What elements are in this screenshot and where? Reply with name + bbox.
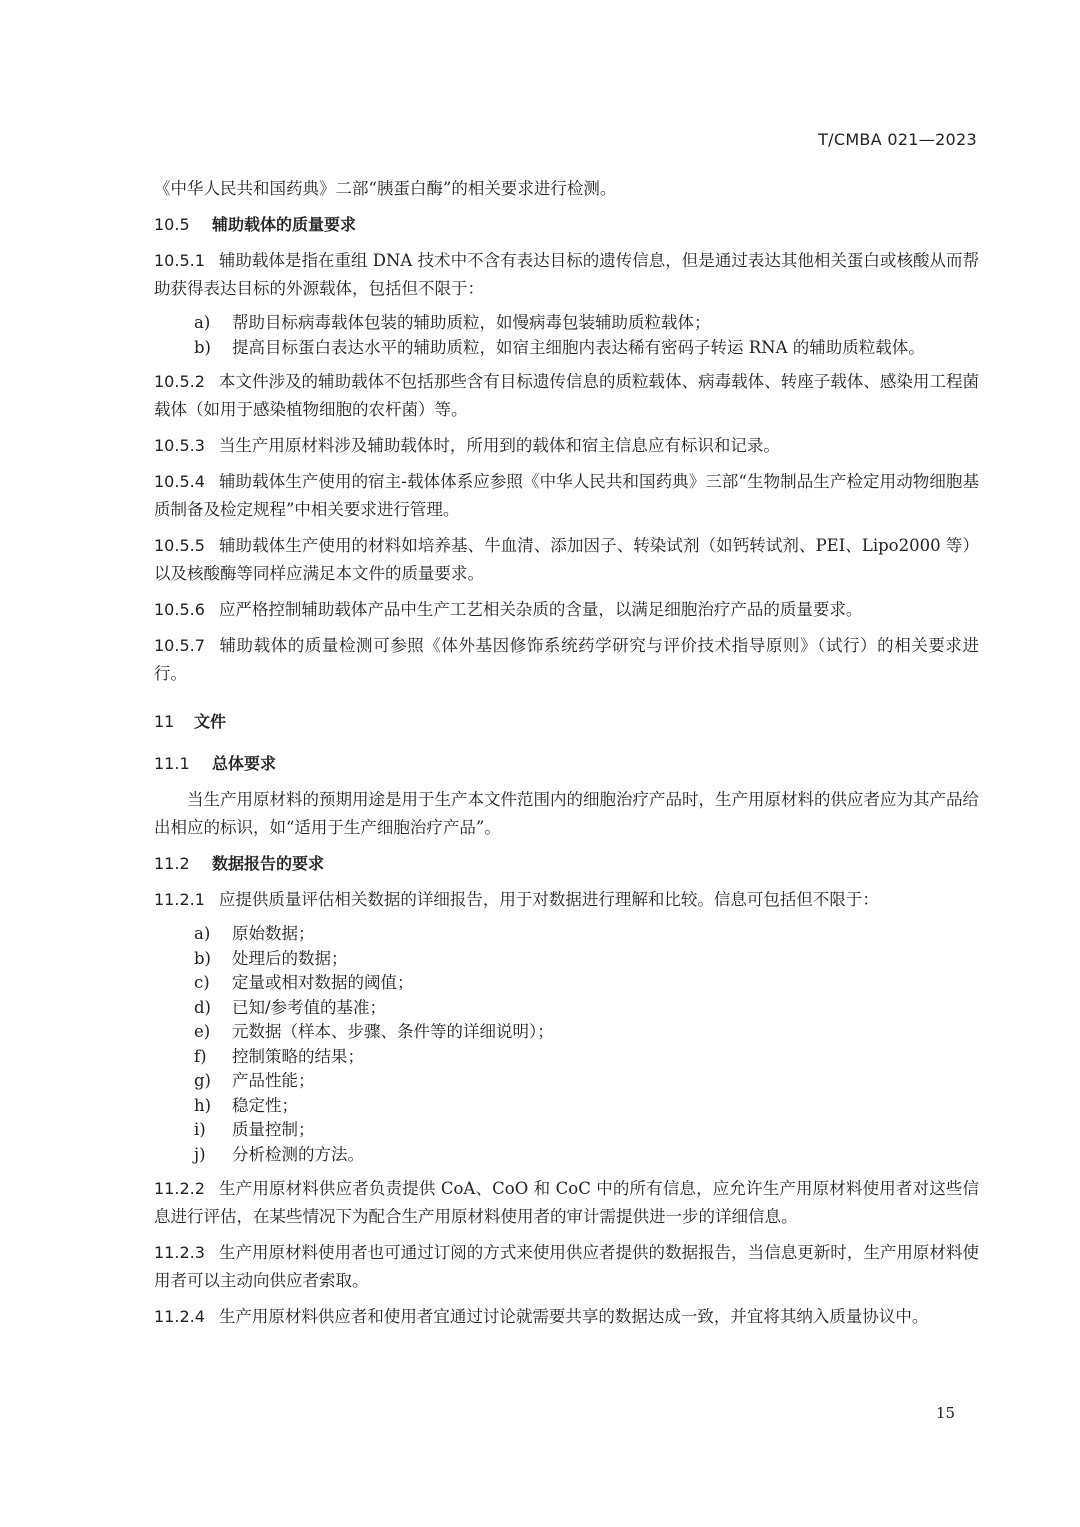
list-10-5-1 <box>154 311 979 360</box>
list-label: j) <box>194 1144 206 1164</box>
list-label: b) <box>194 948 211 968</box>
clause-10-5-2 <box>154 368 979 424</box>
list-item <box>154 922 979 947</box>
list-item <box>154 336 979 361</box>
clause-number: 10.5.5 <box>154 536 205 555</box>
list-text: 定量或相对数据的阈值； <box>232 973 414 992</box>
clause-text: 辅助载体是指在重组 DNA 技术中不含有表达目标的遗传信息，但是通过表达其他相关蛋白或核酸从而帮助获得表达目标的外源载体，包括但不限于： <box>154 251 979 298</box>
list-label: e) <box>194 1022 211 1041</box>
clause-number: 10.5.3 <box>154 436 205 455</box>
clause-text: 本文件涉及的辅助载体不包括那些含有目标遗传信息的质粒载体、病毒载体、转座子载体、感染用工程菌载体（如用于感染植物细胞的农杆菌）等。 <box>154 372 979 419</box>
heading-number: 10.5 <box>154 215 190 234</box>
list-label: g) <box>194 1071 211 1090</box>
page-number: 15 <box>936 1404 956 1422</box>
clause-text: 应严格控制辅助载体产品中生产工艺相关杂质的含量，以满足细胞治疗产品的质量要求。 <box>218 600 863 619</box>
page-content <box>154 175 979 1339</box>
list-text: 帮助目标病毒载体包装的辅助质粒，如慢病毒包装辅助质粒载体； <box>232 313 711 332</box>
list-label: f) <box>194 1046 207 1066</box>
list-text: 稳定性； <box>232 1095 298 1115</box>
heading-11 <box>154 708 979 736</box>
clause-text: 辅助载体的质量检测可参照《体外基因修饰系统药学研究与评价技术指导原则》（试行）的相关要求进行。 <box>154 636 979 683</box>
list-label: b) <box>194 337 211 357</box>
list-label: i) <box>194 1120 206 1139</box>
heading-number: 11.1 <box>154 754 190 773</box>
list-item <box>154 996 979 1021</box>
clause-10-5-4 <box>154 468 979 524</box>
list-text: 控制策略的结果； <box>232 1046 364 1066</box>
clause-text: 当生产用原材料涉及辅助载体时，所用到的载体和宿主信息应有标识和记录。 <box>218 436 780 455</box>
clause-10-5-5 <box>154 532 979 588</box>
clause-11-2-4 <box>154 1303 979 1331</box>
clause-10-5-7 <box>154 632 979 688</box>
clause-10-5-3 <box>154 432 979 460</box>
heading-title: 总体要求 <box>212 754 277 773</box>
heading-number: 11 <box>154 712 175 731</box>
list-label: c) <box>194 973 210 992</box>
clause-text: 辅助载体生产使用的材料如培养基、牛血清、添加因子、转染试剂（如钙转试剂、PEI、Lipo2000 等）以及核酸酶等同样应满足本文件的质量要求。 <box>154 536 979 583</box>
heading-10-5 <box>154 211 979 239</box>
heading-11-2 <box>154 850 979 878</box>
heading-11-1 <box>154 750 979 778</box>
list-text: 提高目标蛋白表达水平的辅助质粒，如宿主细胞内表达稀有密码子转运 RNA 的辅助质粒载体。 <box>232 337 925 357</box>
list-text: 元数据（样本、步骤、条件等的详细说明）； <box>232 1022 554 1041</box>
list-text: 已知/参考值的基准； <box>232 997 387 1017</box>
list-text: 质量控制； <box>232 1120 315 1139</box>
clause-number: 11.2.4 <box>154 1307 205 1326</box>
list-label: a) <box>194 924 211 943</box>
clause-text: 生产用原材料供应者负责提供 CoA、CoO 和 CoC 中的所有信息，应允许生产用原材料使用者对这些信息进行评估，在某些情况下为配合生产用原材料使用者的审计需提供进一步的详细信息。 <box>154 1179 979 1226</box>
heading-title: 文件 <box>194 712 227 731</box>
list-item <box>154 1118 979 1143</box>
clause-number: 11.2.1 <box>154 890 205 909</box>
list-item <box>154 1045 979 1070</box>
clause-number: 10.5.6 <box>154 600 205 619</box>
list-item <box>154 311 979 336</box>
list-text: 原始数据； <box>232 924 315 943</box>
clause-10-5-6 <box>154 596 979 624</box>
clause-text: 生产用原材料供应者和使用者宜通过讨论就需要共享的数据达成一致，并宜将其纳入质量协议中。 <box>218 1307 929 1326</box>
list-item <box>154 1069 979 1094</box>
continuation-paragraph: 《中华人民共和国药典》二部“胰蛋白酶”的相关要求进行检测。 <box>154 179 617 198</box>
list-label: h) <box>194 1095 212 1115</box>
list-item <box>154 1094 979 1119</box>
list-text: 处理后的数据； <box>232 948 348 968</box>
list-label: d) <box>194 997 211 1017</box>
list-item <box>154 947 979 972</box>
clause-11-2-2 <box>154 1175 979 1231</box>
list-item <box>154 971 979 996</box>
standard-code: T/CMBA 021—2023 <box>818 130 977 149</box>
list-11-2-1 <box>154 922 979 1167</box>
heading-title: 辅助载体的质量要求 <box>212 215 357 234</box>
list-text: 产品性能； <box>232 1071 315 1090</box>
list-item <box>154 1143 979 1168</box>
clause-number: 11.2.2 <box>154 1179 205 1198</box>
paragraph-11-1: 当生产用原材料的预期用途是用于生产本文件范围内的细胞治疗产品时，生产用原材料的供应者应为其产品给出相应的标识，如“适用于生产细胞治疗产品”。 <box>154 790 979 837</box>
clause-11-2-3 <box>154 1239 979 1295</box>
list-item <box>154 1020 979 1045</box>
clause-text: 应提供质量评估相关数据的详细报告，用于对数据进行理解和比较。信息可包括但不限于： <box>218 890 879 909</box>
clause-text: 生产用原材料使用者也可通过订阅的方式来使用供应者提供的数据报告，当信息更新时，生产用原材料使用者可以主动向供应者索取。 <box>154 1243 979 1290</box>
clause-text: 辅助载体生产使用的宿主-载体体系应参照《中华人民共和国药典》三部“生物制品生产检定用动物细胞基质制备及检定规程”中相关要求进行管理。 <box>154 472 979 519</box>
clause-number: 11.2.3 <box>154 1243 205 1262</box>
clause-11-2-1 <box>154 886 979 914</box>
clause-number: 10.5.4 <box>154 472 205 491</box>
clause-number: 10.5.7 <box>154 636 205 655</box>
clause-number: 10.5.2 <box>154 372 205 391</box>
clause-10-5-1 <box>154 247 979 303</box>
list-label: a) <box>194 313 211 332</box>
list-text: 分析检测的方法。 <box>232 1144 364 1164</box>
clause-number: 10.5.1 <box>154 251 205 270</box>
heading-title: 数据报告的要求 <box>212 854 325 873</box>
heading-number: 11.2 <box>154 854 190 873</box>
